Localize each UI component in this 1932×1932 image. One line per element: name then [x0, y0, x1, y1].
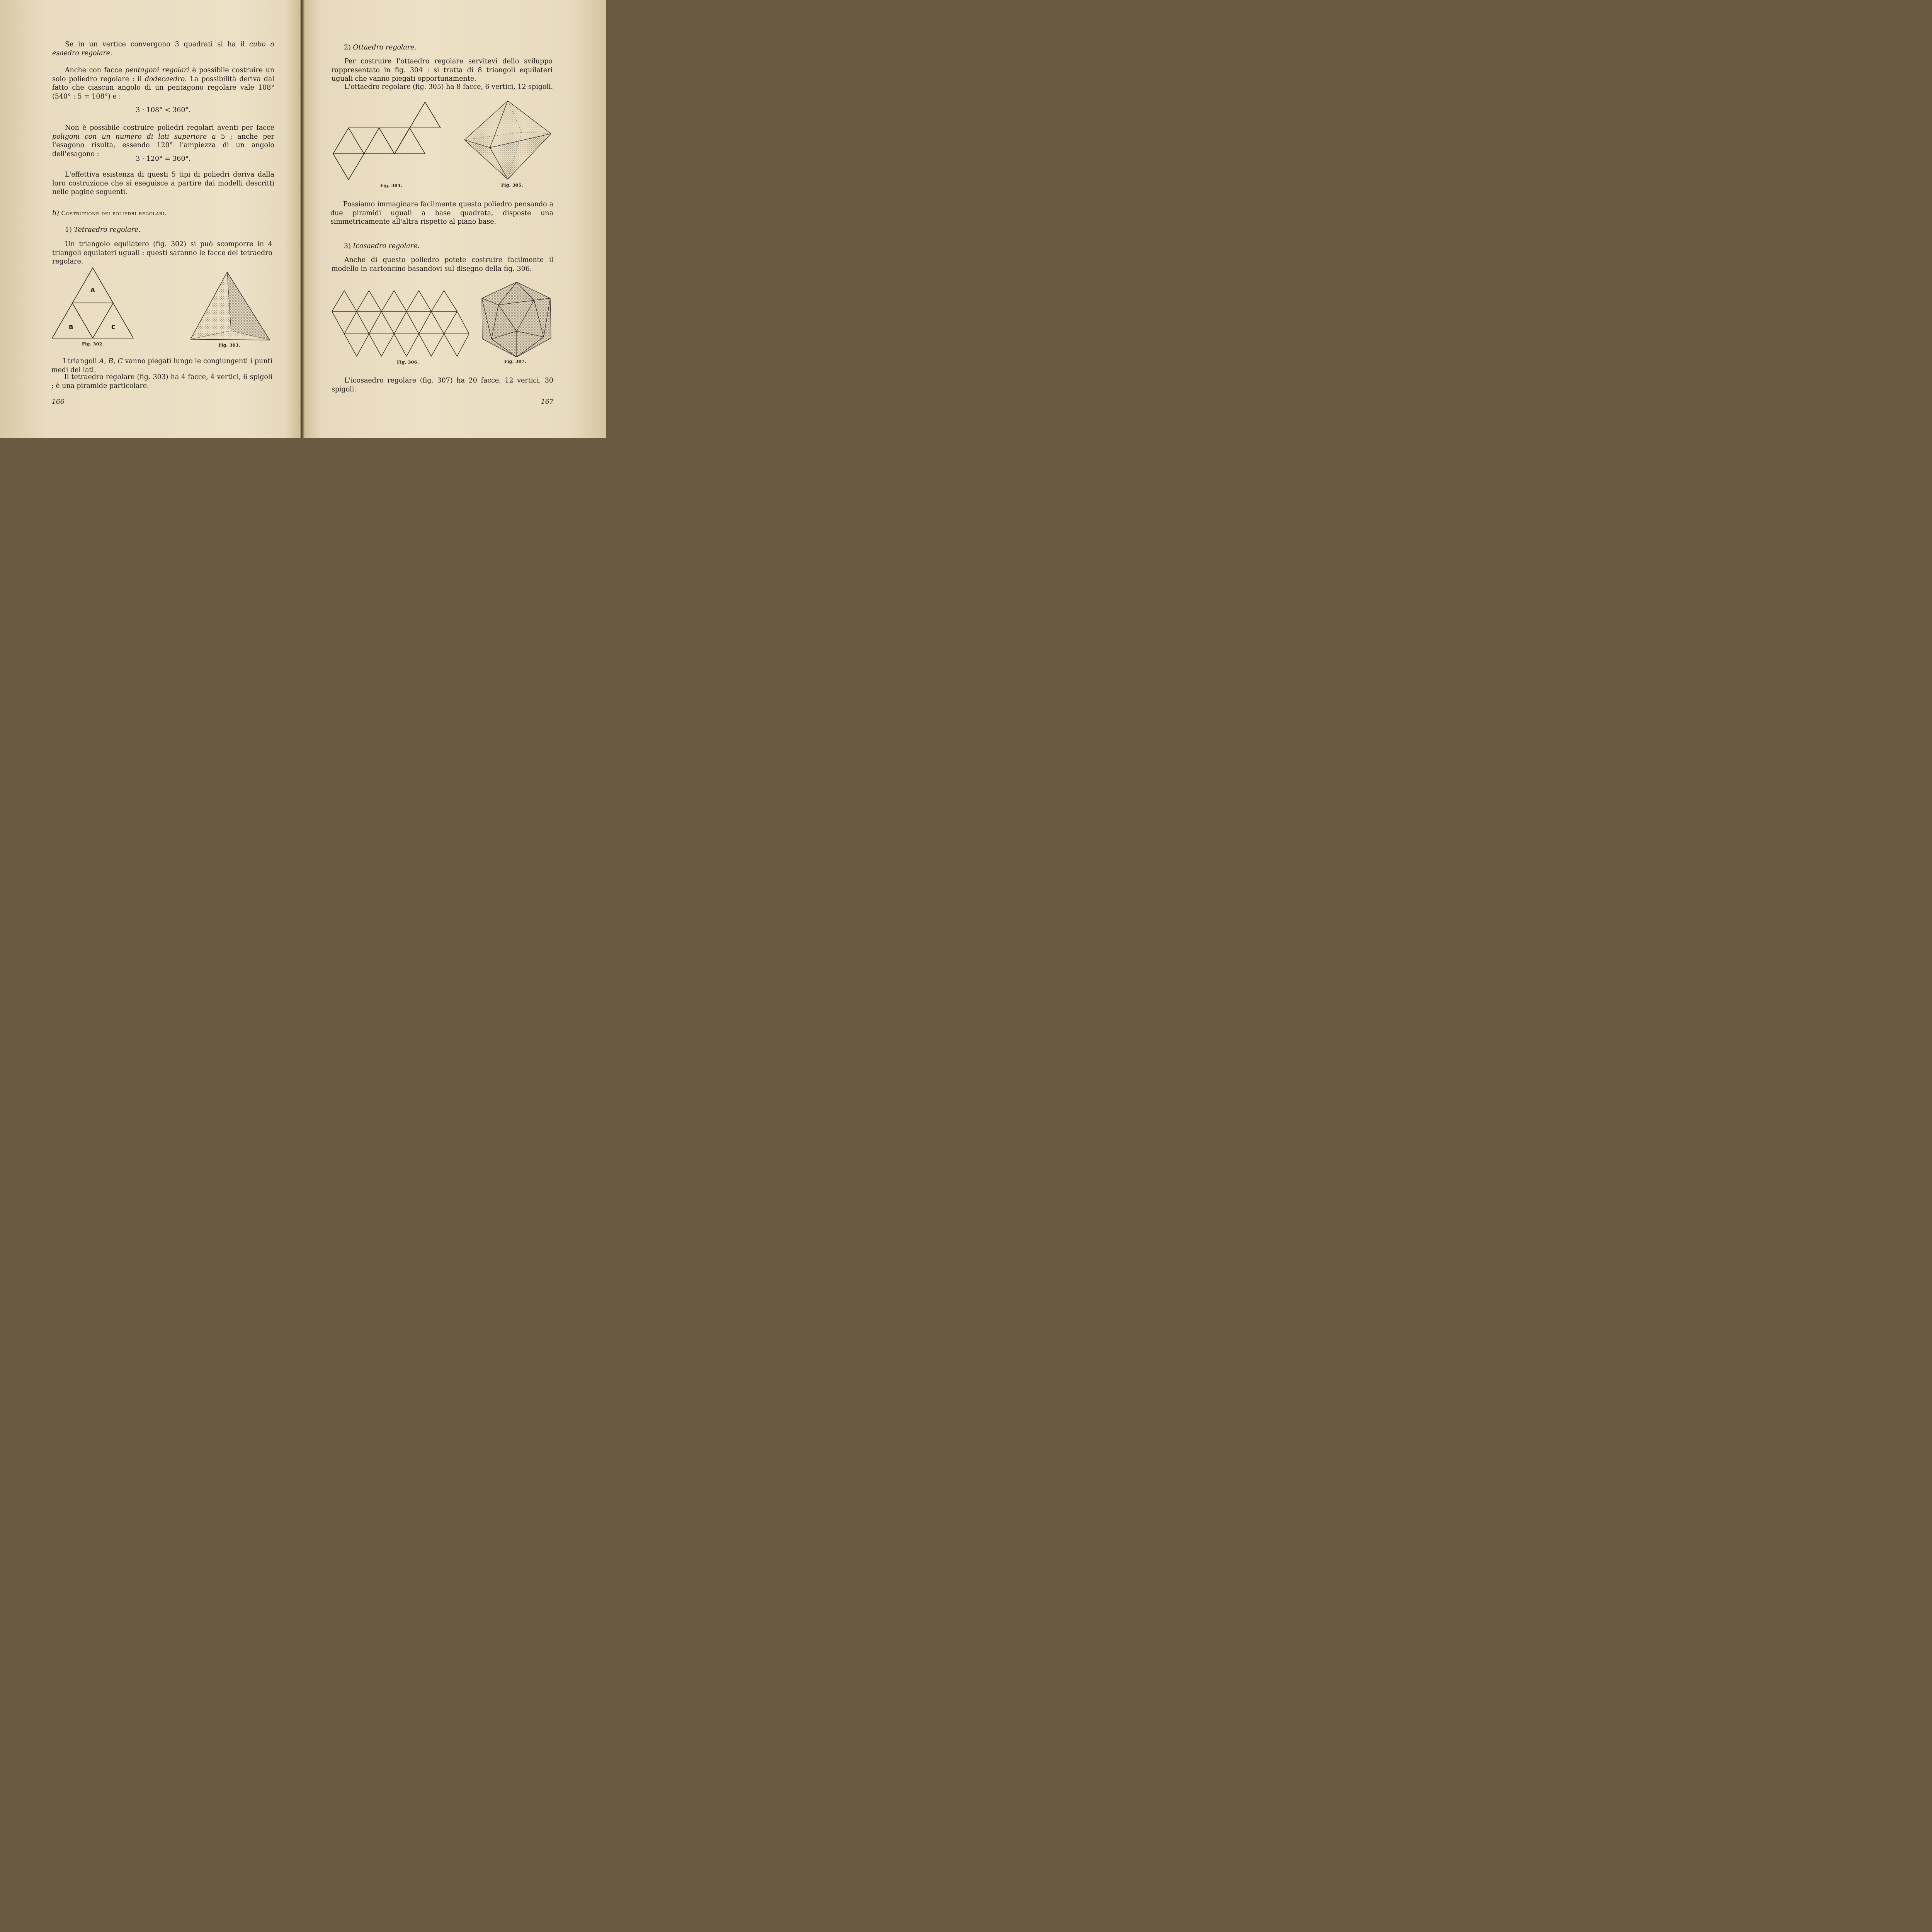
- octa-net-lines: [333, 102, 440, 180]
- paragraph-icosa-model: Anche di questo poliedro potete costruire facilmente il modello in cartoncino basandovi sul disegno della fig. 306.: [332, 256, 553, 273]
- italic-term: poligoni con un numero di lati superiore a: [52, 133, 216, 141]
- paragraph-existence: L'effettiva esistenza di questi 5 tipi di poliedri deriva dalla loro costruzione che si eseguisce a partire dai modelli descritti nelle pagine seguenti.: [52, 171, 274, 196]
- figure-305: [464, 100, 553, 181]
- caption-fig-307: Fig. 307.: [504, 359, 526, 364]
- paragraph-hexagon: [52, 124, 274, 158]
- sub-title: Tetraedro regolare.: [74, 226, 141, 234]
- text: Anche con facce: [65, 66, 125, 74]
- subheading-tetrahedron: [65, 226, 274, 235]
- text: 5 ; anche per l'esagono risulta, essendo 120° l'ampiezza di un angolo dell'esagono :: [52, 133, 274, 158]
- paragraph-cube: [52, 40, 274, 58]
- sub-title: Icosaedro regolare.: [353, 242, 420, 250]
- var-a: A: [99, 357, 104, 365]
- italic-term: pentagoni regolari: [125, 66, 189, 74]
- paragraph-triangle: Un triangolo equilatero (fig. 302) si può scomporre in 4 triangoli equilateri uguali : questi saranno le facce del tetraedro regolare.: [52, 240, 272, 265]
- italic-term: dodecaedro.: [145, 75, 187, 83]
- caption-fig-304: Fig. 304.: [380, 183, 402, 188]
- var-c: C: [117, 357, 123, 365]
- text: La possibilità deriva dal fatto che ciascun angolo di un pentagono regolare vale 108° (540° : 5 = 108°) e :: [52, 75, 274, 100]
- formula-pentagon: 3 · 108° < 360°.: [136, 106, 191, 114]
- sub-title: Ottaedro regolare.: [353, 44, 417, 51]
- section-title: Costruzione dei poliedri regolari.: [61, 210, 167, 217]
- text: Non è possibile costruire poliedri regolari aventi per facce: [65, 124, 274, 132]
- sub-number: 2): [344, 44, 351, 51]
- label-a: A: [90, 287, 95, 294]
- sub-number: 1): [65, 226, 72, 234]
- paragraph-octa-net: Per costruire l'ottaedro regolare servitevi dello sviluppo rappresentato in fig. 304 : si tratta di 8 triangoli equilateri uguali che vanno piegati opportunamente.: [332, 58, 553, 83]
- paragraph-icosa-props: L'icosaedro regolare (fig. 307) ha 20 facce, 12 vertici, 30 spigoli.: [332, 377, 553, 393]
- figure-307: [480, 281, 553, 358]
- face-left: [190, 272, 231, 339]
- paragraph-dodecahedron: [52, 66, 274, 101]
- label-b: B: [69, 324, 73, 331]
- page-number-167: 167: [541, 398, 554, 406]
- section-letter: b): [52, 209, 59, 217]
- paragraph-octa-pyramids: Possiamo immaginare facilmente questo poliedro pensando a due piramidi uguali a base quadrata, disposte una simmetricamente all'altra rispetto al piano base.: [330, 201, 553, 226]
- paragraph-octa-props: L'ottaedro regolare (fig. 305) ha 8 facce, 6 vertici, 12 spigoli.: [344, 83, 553, 91]
- text: Se in un vertice convergono 3 quadrati si ha il: [65, 41, 250, 48]
- caption-fig-306: Fig. 306.: [397, 360, 419, 365]
- inner-triangle: [72, 303, 113, 338]
- var-b: B: [108, 357, 114, 365]
- label-c: C: [111, 324, 116, 331]
- text: è possibile costruire un solo poliedro regolare : il: [52, 66, 274, 83]
- figure-302: [50, 267, 135, 340]
- book-spread: [0, 0, 606, 438]
- figure-304: [333, 99, 441, 182]
- italic-term: cubo o esaedro regolare.: [52, 41, 274, 57]
- page-number-166: 166: [52, 398, 65, 406]
- figure-306: [332, 290, 471, 359]
- left-page: [0, 0, 299, 438]
- caption-fig-305: Fig. 305.: [501, 183, 523, 188]
- text: ,: [113, 357, 118, 365]
- subheading-icosahedron: [344, 242, 553, 251]
- paragraph-fold: [51, 357, 272, 374]
- right-page: [305, 0, 606, 438]
- section-heading: [52, 209, 274, 218]
- icosa-net-lines: [332, 291, 469, 356]
- caption-fig-302: Fig. 302.: [82, 342, 104, 347]
- formula-hexagon: 3 · 120° = 360°.: [136, 155, 191, 163]
- caption-fig-303: Fig. 303.: [218, 343, 240, 348]
- paragraph-tetra-props: Il tetraedro regolare (fig. 303) ha 4 facce, 4 vertici, 6 spigoli ; è una piramide particolare.: [51, 373, 272, 390]
- text: vanno piegati lungo le congiungenti i punti medi dei lati.: [51, 357, 272, 374]
- figure-303: [189, 270, 272, 342]
- sub-number: 3): [344, 242, 351, 250]
- subheading-octahedron: [344, 43, 553, 52]
- text: ,: [104, 357, 109, 365]
- text: I triangoli: [63, 357, 99, 365]
